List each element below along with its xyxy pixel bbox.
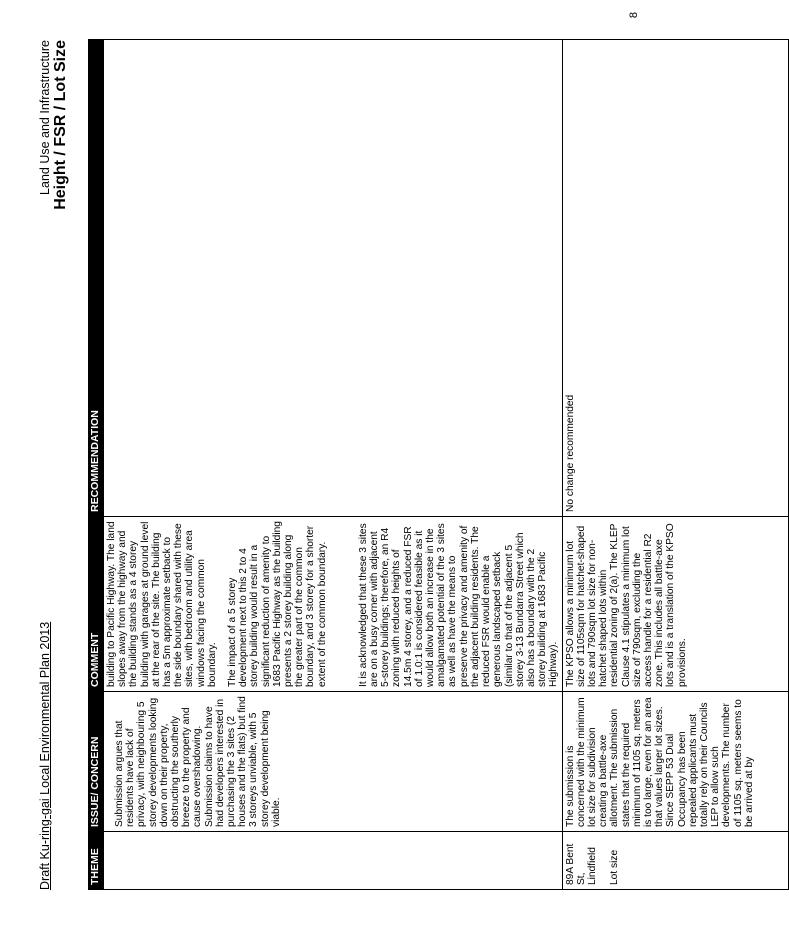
comment-paragraph: The KPSO allows a minimum lot size of 1105sqm for hatchet-shaped lots and 790sqm lot size for non-hatchet shaped lots within residential zoning of 2(a). The KLEP Clause 4.1 stipulates a minimum lot size of 790sqm, excluding the access handle for a residential R2 zone. This includes all battle-axe lots and is a translation of the KPSO provisions. xyxy=(564,523,688,687)
page-number: 8 xyxy=(628,12,640,19)
table-header-row xyxy=(89,40,104,890)
table-row xyxy=(104,40,563,890)
column-header-recommendation: RECOMMENDATION xyxy=(89,40,104,517)
issue-cell xyxy=(104,692,563,832)
table-row xyxy=(562,40,788,890)
issue-text: Submission argues that residents have lack of privacy, with neighbouring 5 storey developments looking down on their property, obstructing the southerly breeze to the property and cause overshadowing. Submission claims to have had developers interested in purchasing the 3 sites (2 houses and the flats) but find 3 storeys unviable, with 5 storey development being viable. xyxy=(114,696,282,827)
theme-address: 89A Bent St, xyxy=(564,843,587,885)
recommendation-cell: No change recommended xyxy=(562,40,788,517)
theme-cell xyxy=(104,832,563,890)
theme-suburb: Lindfield xyxy=(586,847,598,885)
comment-paragraph: building to Pacific Highway. The land slopes away from the highway and the building stands as a 4 storey building with garages at ground level at the rear of the site. The building has a 5m approximate setback to the side boundary shared with these sites, with bedroom and utility area windows facing the common boundary. xyxy=(106,521,218,687)
comment-cell xyxy=(562,517,788,692)
comment-cell xyxy=(104,517,563,692)
comment-paragraph: The impact of a 5 storey development next to this 2 to 4 storey building would result in a significant reduction of amenity to 1683 Pacific Highway as the building presents a 2 storey building along the greater part of the common boundary, and 3 storey for a shorter extent of the common boundary. xyxy=(227,521,328,687)
submissions-table xyxy=(88,39,789,890)
subsection-title: Height / FSR / Lot Size xyxy=(52,40,69,210)
comment-paragraph: It is acknowledged that these 3 sites are on a busy corner with adjacent 5-storey buildings; therefore, an R4 zoning with reduced heights of 14.5m 4 storey, and a reduced FSR of 1.0:1 is considered feasible as it would allow both an increase in the amalgamated potential of the 3 sites as well as have the means to preserve the privacy and amenity of the adjacent building residents. The reduced FSR would enable a generous landscaped setback (similar to that of the adjacent 5 storey 3-13 Bundarra Street which also has a boundary with the 2 storey building at 1683 Pacific Highway). xyxy=(357,523,560,687)
section-title: Land Use and Infrastructure xyxy=(38,40,52,195)
theme-topic: Lot size xyxy=(609,849,621,885)
column-header-issue: ISSUE/ CONCERN xyxy=(89,692,104,832)
theme-cell xyxy=(562,832,788,890)
spacer xyxy=(598,836,609,885)
recommendation-cell xyxy=(104,40,563,517)
document-title: Draft Ku-ring-gai Local Environmental Plan 2013 xyxy=(38,621,52,890)
column-header-comment: COMMENT xyxy=(89,517,104,692)
issue-cell: The submission is concerned with the minimum lot size for subdivision creating a battle-axe allotment. The submission states that the required minimum of 1105 sq. meters is too large, even for an area that values larger lot sizes. Since SEPP 53 Dual Occupancy has been repealed applicants must totally rely on their Councils LEP to allow such developments. The number of 1105 sq. meters seems to be arrived at by xyxy=(562,692,788,832)
column-header-theme: THEME xyxy=(89,832,104,890)
